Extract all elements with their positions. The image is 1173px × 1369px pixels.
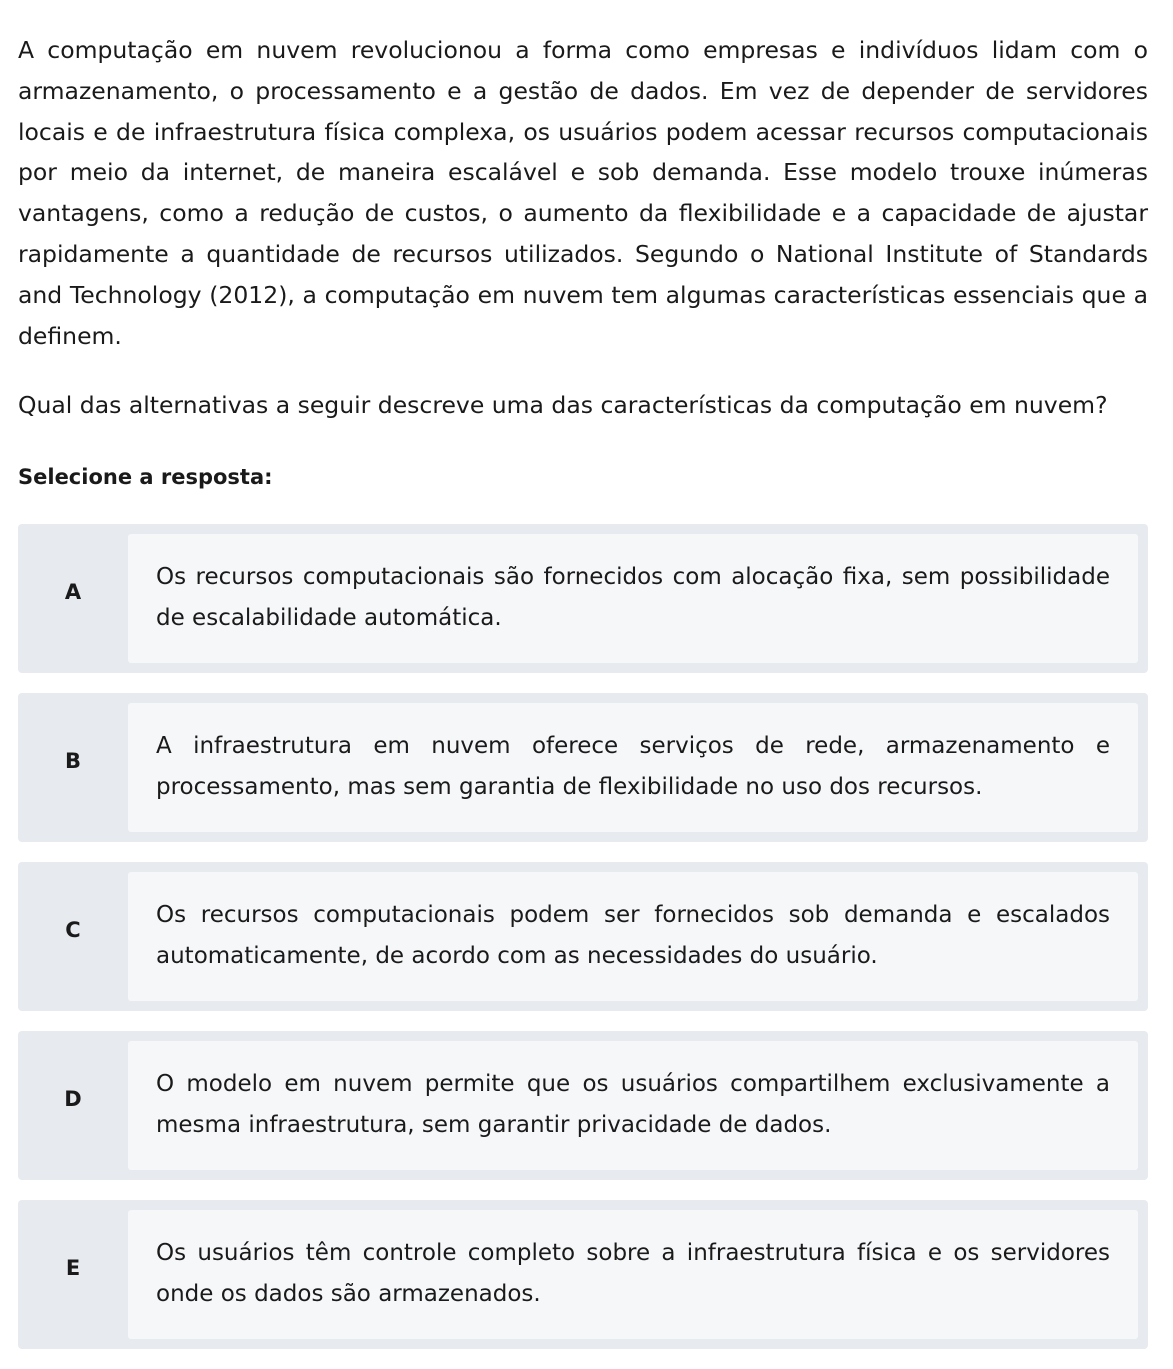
answer-options — [18, 524, 1148, 1349]
option-text: Os recursos computacionais são fornecidos com alocação fixa, sem possibilidade de escalabilidade automática. — [156, 564, 1110, 632]
option-text: Os usuários têm controle completo sobre a infraestrutura física e os servidores onde os dados são armazenados. — [156, 1240, 1110, 1308]
option-b[interactable] — [18, 693, 1148, 842]
option-text: Os recursos computacionais podem ser fornecidos sob demanda e escalados automaticamente, de acordo com as necessidades do usuário. — [156, 902, 1110, 970]
option-letter: B — [64, 748, 81, 773]
option-text: O modelo em nuvem permite que os usuários compartilhem exclusivamente a mesma infraestrutura, sem garantir privacidade de dados. — [156, 1071, 1110, 1139]
option-d[interactable] — [18, 1031, 1148, 1180]
option-letter: E — [65, 1255, 81, 1280]
question-container — [18, 30, 1148, 1369]
option-text: A infraestrutura em nuvem oferece serviços de rede, armazenamento e processamento, mas sem garantia de flexibilidade no uso dos recursos. — [156, 733, 1110, 801]
option-text-box[interactable] — [128, 534, 1138, 663]
option-c[interactable] — [18, 862, 1148, 1011]
option-text-box[interactable] — [128, 1210, 1138, 1339]
option-text-box[interactable] — [128, 703, 1138, 832]
option-letter: C — [65, 917, 81, 942]
option-letter: A — [64, 579, 82, 604]
question-intro: A computação em nuvem revolucionou a forma como empresas e indivíduos lidam com o armazenamento, o processamento e a gestão de dados. Em vez de depender de servidores locais e de infraestrutura física complexa, os usuários podem acessar recursos computacionais por meio da internet, de maneira escalável e sob demanda. Esse modelo trouxe inúmeras vantagens, como a redução de custos, o aumento da flexibilidade e a capacidade de ajustar rapidamente a quantidade de recursos utilizados. Segundo o National Institute of Standards and Technology (2012), a computação em nuvem tem algumas características essenciais que a definem. — [18, 36, 1148, 350]
option-letter: D — [64, 1086, 82, 1111]
question-prompt: Qual das alternativas a seguir descreve uma das características da computação em nuvem? — [18, 391, 1108, 420]
option-e[interactable] — [18, 1200, 1148, 1349]
option-a[interactable] — [18, 524, 1148, 673]
option-text-box[interactable] — [128, 872, 1138, 1001]
option-text-box[interactable] — [128, 1041, 1138, 1170]
select-answer-label: Selecione a resposta: — [18, 465, 273, 490]
